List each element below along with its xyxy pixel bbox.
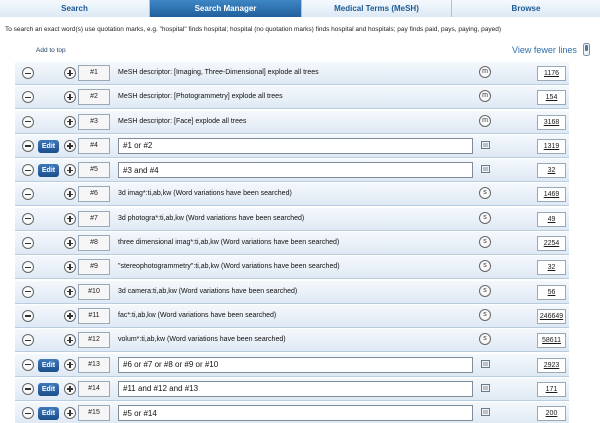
search-query-text: fac*:ti,ab,kw (Word variations have been searched) xyxy=(118,311,277,319)
circle-plus-icon[interactable] xyxy=(64,116,76,128)
search-query-text: "stereophotogrammetry":ti,ab,kw (Word variations have been searched) xyxy=(118,263,340,271)
result-count[interactable]: 32 xyxy=(537,260,566,275)
circle-plus-icon[interactable] xyxy=(64,140,76,152)
result-count[interactable]: 2254 xyxy=(537,236,566,251)
circle-plus-icon[interactable] xyxy=(64,310,76,322)
edit-button[interactable]: Edit xyxy=(38,383,59,396)
search-line-row xyxy=(15,377,569,401)
circle-minus-icon[interactable] xyxy=(22,310,34,322)
search-query-text: three dimensional imag*:ti,ab,kw (Word variations have been searched) xyxy=(118,239,340,247)
circle-plus-icon[interactable] xyxy=(64,286,76,298)
line-number: #12 xyxy=(78,332,110,348)
view-fewer-lines-link[interactable]: View fewer lines xyxy=(512,45,577,55)
search-query-input[interactable] xyxy=(118,357,473,373)
result-count[interactable]: 200 xyxy=(537,406,566,421)
search-line-row xyxy=(15,353,569,377)
search-query-input[interactable] xyxy=(118,405,473,421)
edit-button[interactable]: Edit xyxy=(38,359,59,372)
tab-medical-terms[interactable]: Medical Terms (MeSH) xyxy=(302,0,452,17)
line-number: #8 xyxy=(78,235,110,251)
s-badge-icon[interactable]: s xyxy=(479,309,491,321)
search-query-text: MeSH descriptor: [Face] explode all trees xyxy=(118,117,247,125)
s-badge-icon[interactable]: s xyxy=(479,212,491,224)
line-number: #7 xyxy=(78,211,110,227)
m-badge-icon[interactable]: m xyxy=(479,115,491,127)
circle-plus-icon[interactable] xyxy=(64,407,76,419)
document-icon[interactable] xyxy=(481,408,490,416)
circle-plus-icon[interactable] xyxy=(64,164,76,176)
circle-minus-icon[interactable] xyxy=(22,91,34,103)
line-number: #14 xyxy=(78,381,110,397)
search-query-input[interactable] xyxy=(118,162,473,178)
document-icon[interactable] xyxy=(481,165,490,173)
s-badge-icon[interactable]: s xyxy=(479,260,491,272)
line-number: #5 xyxy=(78,162,110,178)
line-number: #10 xyxy=(78,284,110,300)
line-number: #2 xyxy=(78,89,110,105)
s-badge-icon[interactable]: s xyxy=(479,285,491,297)
result-count[interactable]: 49 xyxy=(537,212,566,227)
circle-minus-icon[interactable] xyxy=(22,116,34,128)
circle-minus-icon[interactable] xyxy=(22,164,34,176)
result-count[interactable]: 58611 xyxy=(537,333,566,348)
line-number: #9 xyxy=(78,259,110,275)
add-to-top-link[interactable]: Add to top xyxy=(36,47,66,54)
edit-button[interactable]: Edit xyxy=(38,164,59,177)
search-query-input[interactable] xyxy=(118,381,473,397)
line-number: #6 xyxy=(78,186,110,202)
line-number: #13 xyxy=(78,357,110,373)
search-line-row xyxy=(15,207,569,231)
search-query-text: MeSH descriptor: [Imaging, Three-Dimensional] explode all trees xyxy=(118,69,319,76)
search-line-row xyxy=(15,231,569,255)
circle-minus-icon[interactable] xyxy=(22,261,34,273)
result-count[interactable]: 56 xyxy=(537,285,566,300)
circle-minus-icon[interactable] xyxy=(22,407,34,419)
circle-minus-icon[interactable] xyxy=(22,67,34,79)
circle-plus-icon[interactable] xyxy=(64,188,76,200)
document-icon[interactable] xyxy=(481,141,490,149)
search-query-text: 3d photogra*:ti,ab,kw (Word variations have been searched) xyxy=(118,214,305,222)
search-history-list xyxy=(15,61,569,423)
search-query-text: MeSH descriptor: [Photogrammetry] explode all trees xyxy=(118,93,283,101)
circle-minus-icon[interactable] xyxy=(22,359,34,371)
circle-minus-icon[interactable] xyxy=(22,213,34,225)
search-line-row xyxy=(15,134,569,158)
result-count[interactable]: 1319 xyxy=(537,139,566,154)
tab-search[interactable]: Search xyxy=(0,0,150,17)
circle-plus-icon[interactable] xyxy=(64,334,76,346)
m-badge-icon[interactable]: m xyxy=(479,66,491,78)
tab-search-manager[interactable]: Search Manager xyxy=(150,0,302,17)
search-line-row xyxy=(15,401,569,423)
result-count[interactable]: 3168 xyxy=(537,115,566,130)
result-count[interactable]: 1469 xyxy=(537,187,566,202)
result-count[interactable]: 171 xyxy=(537,382,566,397)
s-badge-icon[interactable]: s xyxy=(479,187,491,199)
search-line-row xyxy=(15,255,569,279)
circle-minus-icon[interactable] xyxy=(22,383,34,395)
document-icon[interactable] xyxy=(481,360,490,368)
search-line-row xyxy=(15,158,569,182)
search-line-row xyxy=(15,85,569,109)
search-query-text: 3d camera:ti,ab,kw (Word variations have been searched) xyxy=(118,287,298,295)
search-line-row xyxy=(15,110,569,134)
circle-plus-icon[interactable] xyxy=(64,383,76,395)
tab-bar xyxy=(0,0,600,17)
circle-minus-icon[interactable] xyxy=(22,237,34,249)
result-count[interactable]: 154 xyxy=(537,90,566,105)
search-query-input[interactable] xyxy=(118,138,473,154)
search-line-row xyxy=(15,328,569,352)
line-number: #1 xyxy=(78,65,110,81)
edit-button[interactable]: Edit xyxy=(38,407,59,420)
search-line-row xyxy=(15,304,569,328)
line-number: #11 xyxy=(78,308,110,324)
circle-plus-icon[interactable] xyxy=(64,237,76,249)
circle-plus-icon[interactable] xyxy=(64,67,76,79)
result-count[interactable]: 1176 xyxy=(537,66,566,81)
circle-minus-icon[interactable] xyxy=(22,188,34,200)
circle-plus-icon[interactable] xyxy=(64,261,76,273)
line-number: #3 xyxy=(78,114,110,130)
result-count[interactable]: 2923 xyxy=(537,358,566,373)
search-line-row xyxy=(15,182,569,206)
tab-browse[interactable]: Browse xyxy=(452,0,600,17)
circle-plus-icon[interactable] xyxy=(64,213,76,225)
s-badge-icon[interactable]: s xyxy=(479,333,491,345)
line-number: #4 xyxy=(78,138,110,154)
line-number: #15 xyxy=(78,405,110,421)
circle-plus-icon[interactable] xyxy=(64,359,76,371)
document-icon[interactable] xyxy=(481,384,490,392)
search-hint: To search an exact word(s) use quotation marks, e.g. "hospital" finds hospital; hospital (no quotation marks) finds hospital and hospitals; pay finds paid, pays, paying, payed) xyxy=(5,26,501,33)
search-query-text: 3d imag*:ti,ab,kw (Word variations have been searched) xyxy=(118,190,292,198)
search-line-row xyxy=(15,280,569,304)
circle-minus-icon[interactable] xyxy=(22,334,34,346)
edit-button[interactable]: Edit xyxy=(38,140,59,153)
s-badge-icon[interactable]: s xyxy=(479,236,491,248)
m-badge-icon[interactable]: m xyxy=(479,90,491,102)
scroll-bar-icon[interactable] xyxy=(583,43,590,56)
circle-plus-icon[interactable] xyxy=(64,91,76,103)
result-count[interactable]: 32 xyxy=(537,163,566,178)
result-count[interactable]: 246649 xyxy=(537,309,566,324)
search-query-text: volum*:ti,ab,kw (Word variations have been searched) xyxy=(118,336,286,344)
circle-minus-icon[interactable] xyxy=(22,286,34,298)
search-line-row xyxy=(15,61,569,85)
circle-minus-icon[interactable] xyxy=(22,140,34,152)
